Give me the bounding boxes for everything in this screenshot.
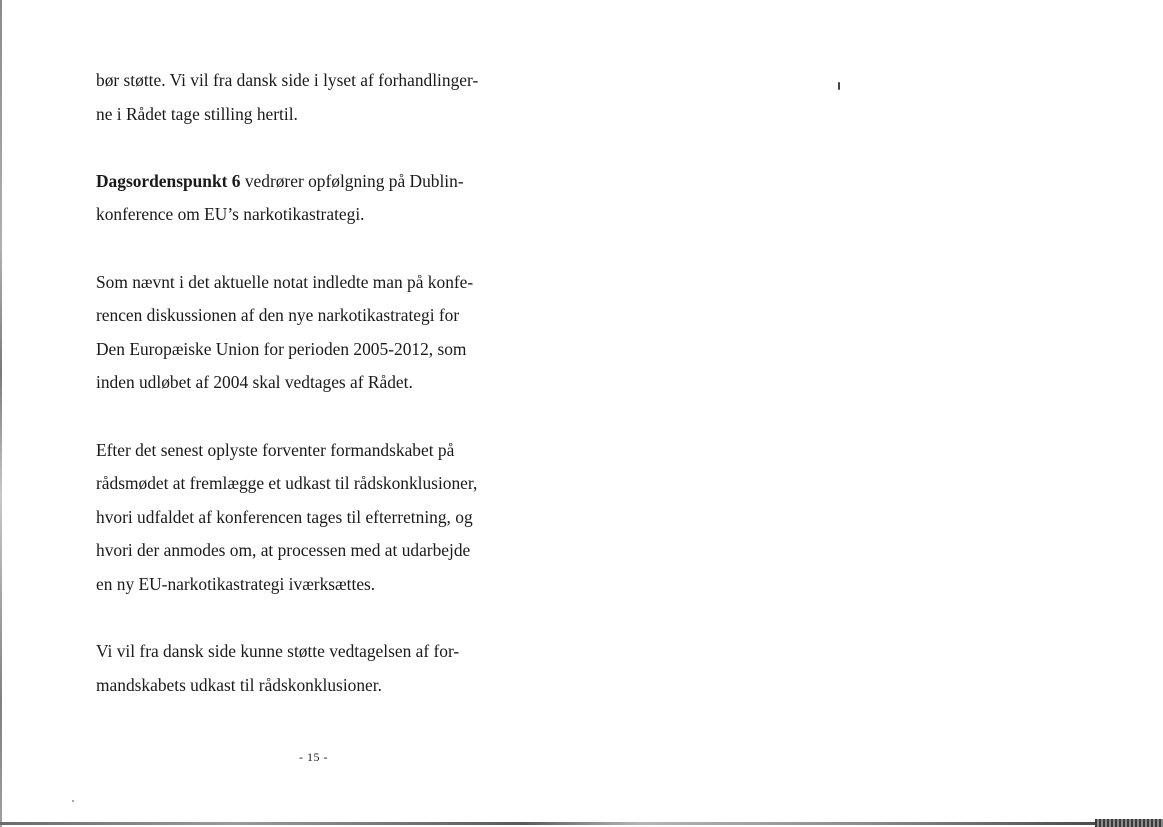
scan-speck (838, 82, 840, 90)
paragraph-1 (96, 64, 534, 131)
paragraph-line: Efter det senest oplyste forventer formandskabet på (96, 439, 455, 460)
text-column (96, 64, 534, 736)
paragraph-3 (96, 266, 534, 400)
paragraph-line: vedrører opfølgning på Dublin- (240, 170, 464, 191)
paragraph-line: hvori udfaldet af konferencen tages til efterretning, og (96, 506, 473, 527)
paragraph-line: mandskabets udkast til rådskonklusioner. (96, 674, 382, 695)
paragraph-line: Som nævnt i det aktuelle notat indledte man på konfe- (96, 271, 474, 292)
paragraph-line: en ny EU-narkotikastrategi iværksættes. (96, 573, 376, 594)
paragraph-line: ne i Rådet tage stilling hertil. (96, 103, 298, 124)
paragraph-line: rådsmødet at fremlægge et udkast til rådskonklusioner, (96, 473, 478, 494)
scan-left-edge (0, 0, 2, 827)
agenda-item-heading: Dagsordenspunkt 6 (96, 170, 241, 191)
scan-speck (72, 800, 74, 802)
scan-bottom-edge (0, 822, 1163, 825)
scan-corner-artifact (1095, 819, 1163, 827)
paragraph-5 (96, 635, 534, 702)
paragraph-line: Den Europæiske Union for perioden 2005-2012, som (96, 338, 467, 359)
paragraph-line: hvori der anmodes om, at processen med at udarbejde (96, 540, 471, 561)
paragraph-line: bør støtte. Vi vil fra dansk side i lyset af forhandlinger- (96, 70, 479, 90)
paragraph-2 (96, 165, 534, 232)
paragraph-line: inden udløbet af 2004 skal vedtages af Rådet. (96, 372, 413, 393)
paragraph-line: rencen diskussionen af den nye narkotikastrategi for (96, 305, 460, 326)
paragraph-line: konference om EU’s narkotikastrategi. (96, 204, 365, 225)
paragraph-line: Vi vil fra dansk side kunne støtte vedtagelsen af for- (96, 641, 460, 662)
paragraph-4 (96, 434, 534, 602)
page-number: - 15 - (299, 750, 328, 764)
